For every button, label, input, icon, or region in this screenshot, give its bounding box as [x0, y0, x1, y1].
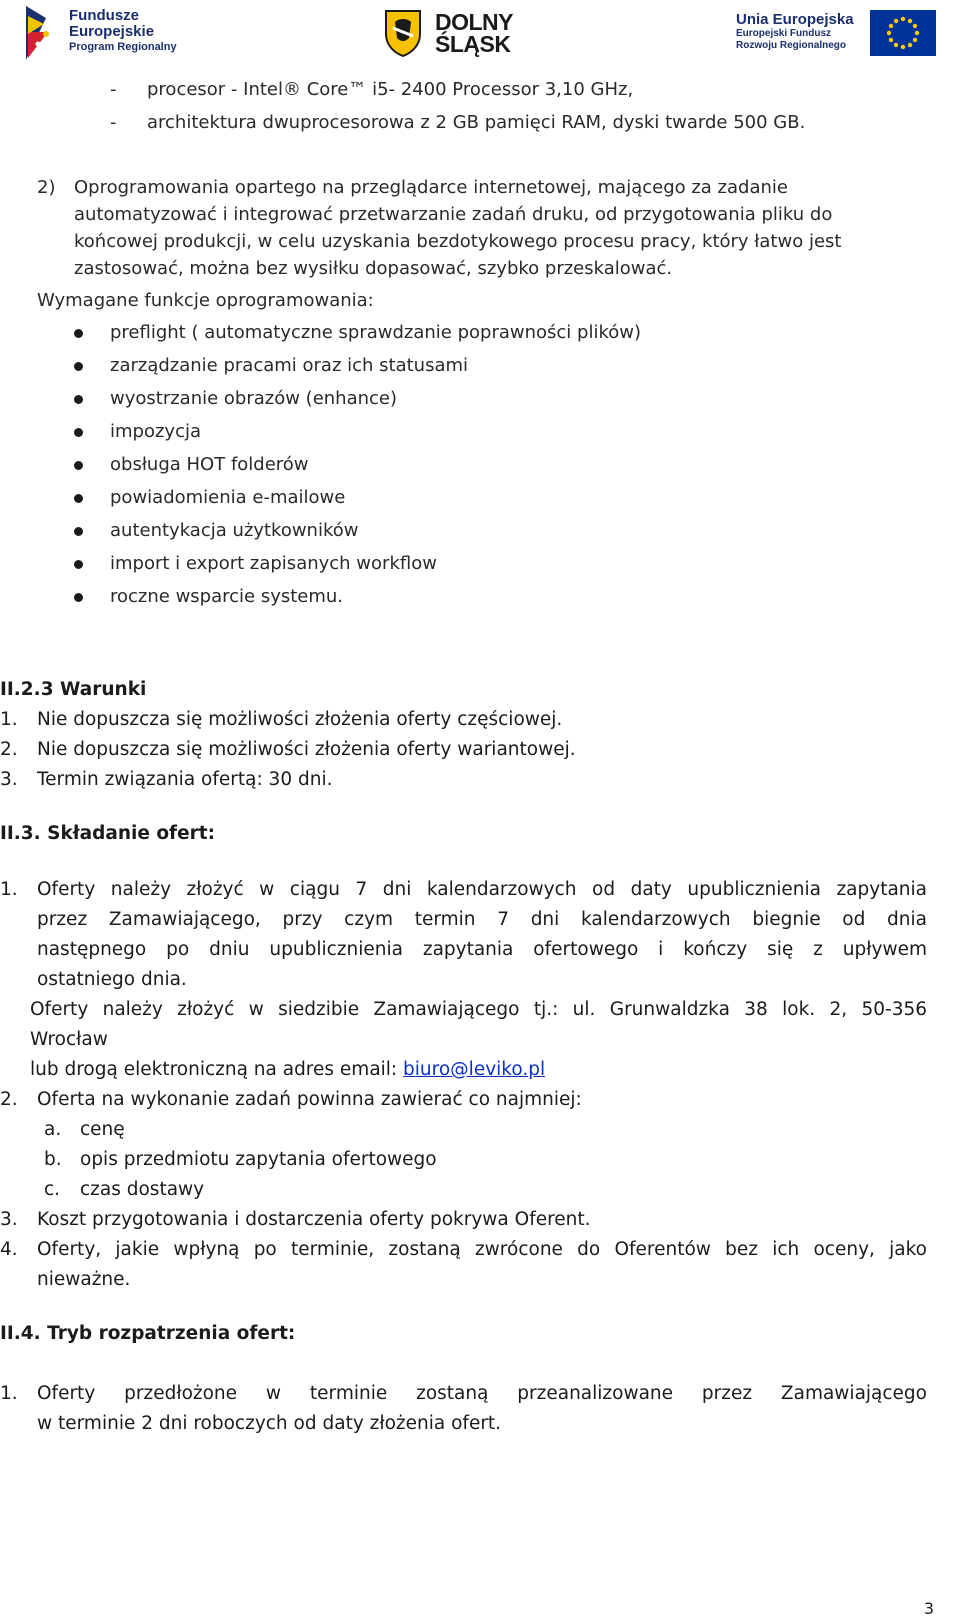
email-link[interactable]: biuro@leviko.pl: [403, 1059, 546, 1080]
bullet-icon: [74, 560, 83, 569]
ue-wordmark: [736, 12, 854, 52]
function-item: import i export zapisanych workflow: [110, 553, 437, 574]
function-item: autentykacja użytkowników: [110, 520, 359, 541]
skladanie-item-2: Oferta na wykonanie zadań powinna zawierać co najmniej:: [37, 1089, 582, 1110]
spec-dash-2: -: [110, 112, 117, 133]
tryb-item-1-line-1: Oferty przedłożone w terminie zostaną przeanalizowane przez Zamawiającego: [37, 1383, 927, 1404]
ds-wordmark: [435, 11, 513, 55]
fe-emblem-icon: [24, 2, 66, 62]
spec-architecture: architektura dwuprocesorowa z 2 GB pamięci RAM, dyski twarde 500 GB.: [147, 112, 806, 133]
function-item: zarządzanie pracami oraz ich statusami: [110, 355, 469, 376]
function-item: preflight ( automatyczne sprawdzanie poprawności plików): [110, 322, 641, 343]
unia-europejska-logo: [736, 8, 946, 60]
warunki-num-2: 2.: [0, 739, 18, 760]
email-prefix: lub drogą elektroniczną na adres email:: [30, 1059, 404, 1080]
warunki-item-2: Nie dopuszcza się możliwości złożenia oferty wariantowej.: [37, 739, 576, 760]
sub-letter-b: b.: [44, 1149, 62, 1170]
bullet-icon: [74, 527, 83, 536]
bullet-icon: [74, 362, 83, 371]
skladanie-num-4: 4.: [0, 1239, 18, 1260]
skladanie-item-3: Koszt przygotowania i dostarczenia oferty pokrywa Oferent.: [37, 1209, 591, 1230]
fundusze-europejskie-logo: [24, 2, 184, 62]
ue-line3: Rozwoju Regionalnego: [736, 40, 846, 51]
skladanie-item-1-line-4: ostatniego dnia.: [37, 969, 187, 990]
software-line-2: automatyzować i integrować przetwarzanie zadań druku, od przygotowania pliku do: [74, 204, 833, 225]
ue-line2: Europejski Fundusz: [736, 28, 832, 39]
skladanie-item-4-line-1: Oferty, jakie wpłyną po terminie, zostaną zwrócone do Oferentów bez ich oceny, jako: [37, 1239, 927, 1260]
fe-line3: Program Regionalny: [69, 41, 177, 53]
page-number: 3: [923, 1599, 934, 1618]
bullet-icon: [74, 593, 83, 602]
ds-line2: ŚLĄSK: [435, 31, 511, 57]
function-item: powiadomienia e-mailowe: [110, 487, 346, 508]
ue-line1: Unia Europejska: [736, 11, 854, 28]
fe-line2: Europejskie: [69, 23, 155, 40]
sub-item-c: czas dostawy: [80, 1179, 205, 1200]
bullet-icon: [74, 329, 83, 338]
sub-letter-a: a.: [44, 1119, 62, 1140]
skladanie-num-2: 2.: [0, 1089, 18, 1110]
sub-item-b: opis przedmiotu zapytania ofertowego: [80, 1149, 437, 1170]
sub-letter-c: c.: [44, 1179, 61, 1200]
skladanie-num-3: 3.: [0, 1209, 18, 1230]
function-item: impozycja: [110, 421, 202, 442]
bullet-icon: [74, 428, 83, 437]
software-line-3: końcowej produkcji, w celu uzyskania bezdotykowego procesu pracy, który łatwo jest: [74, 231, 842, 252]
software-line-1: Oprogramowania opartego na przeglądarce internetowej, mającego za zadanie: [74, 177, 788, 198]
tryb-num-1: 1.: [0, 1383, 18, 1404]
warunki-num-3: 3.: [0, 769, 18, 790]
skladanie-item-4-line-2: nieważne.: [37, 1269, 131, 1290]
bullet-icon: [74, 461, 83, 470]
warunki-num-1: 1.: [0, 709, 18, 730]
spec-dash-1: -: [110, 79, 117, 100]
ds-line1: DOLNY: [435, 9, 513, 35]
function-item: wyostrzanie obrazów (enhance): [110, 388, 398, 409]
warunki-item-3: Termin związania ofertą: 30 dni.: [37, 769, 333, 790]
function-item: obsługa HOT folderów: [110, 454, 309, 475]
dolny-slask-crest-icon: [383, 8, 423, 58]
skladanie-item-1-line-2: przez Zamawiającego, przy czym termin 7 dni kalendarzowych biegnie od dnia: [37, 909, 927, 930]
sub-item-a: cenę: [80, 1119, 125, 1140]
fe-line1: Fundusze: [69, 7, 139, 24]
skladanie-num-1: 1.: [0, 879, 18, 900]
bullet-icon: [74, 494, 83, 503]
warunki-item-1: Nie dopuszcza się możliwości złożenia oferty częściowej.: [37, 709, 563, 730]
tryb-item-1-line-2: w terminie 2 dni roboczych od daty złożenia ofert.: [37, 1413, 502, 1434]
email-line: [30, 1056, 545, 1083]
software-line-4: zastosować, można bez wysiłku dopasować, szybko przeskalować.: [74, 258, 673, 279]
bullet-icon: [74, 395, 83, 404]
page-header: [0, 0, 960, 70]
tryb-heading: II.4. Tryb rozpatrzenia ofert:: [0, 1323, 296, 1344]
skladanie-heading: II.3. Składanie ofert:: [0, 823, 216, 844]
eu-flag-icon: [870, 10, 936, 56]
address-city: Wrocław: [30, 1029, 108, 1050]
address-line: Oferty należy złożyć w siedzibie Zamawiającego tj.: ul. Grunwaldzka 38 lok. 2, 50-356: [30, 999, 927, 1020]
software-number: 2): [37, 177, 56, 198]
warunki-heading: II.2.3 Warunki: [0, 679, 147, 700]
functions-heading: Wymagane funkcje oprogramowania:: [37, 290, 374, 311]
dolny-slask-logo: [383, 8, 533, 60]
skladanie-item-1-line-3: następnego po dniu upublicznienia zapytania ofertowego i kończy się z upływem: [37, 939, 927, 960]
fe-wordmark: [69, 8, 177, 54]
spec-processor: procesor - Intel® Core™ i5- 2400 Processor 3,10 GHz,: [147, 79, 634, 100]
skladanie-item-1-line-1: Oferty należy złożyć w ciągu 7 dni kalendarzowych od daty upublicznienia zapytania: [37, 879, 927, 900]
function-item: roczne wsparcie systemu.: [110, 586, 344, 607]
